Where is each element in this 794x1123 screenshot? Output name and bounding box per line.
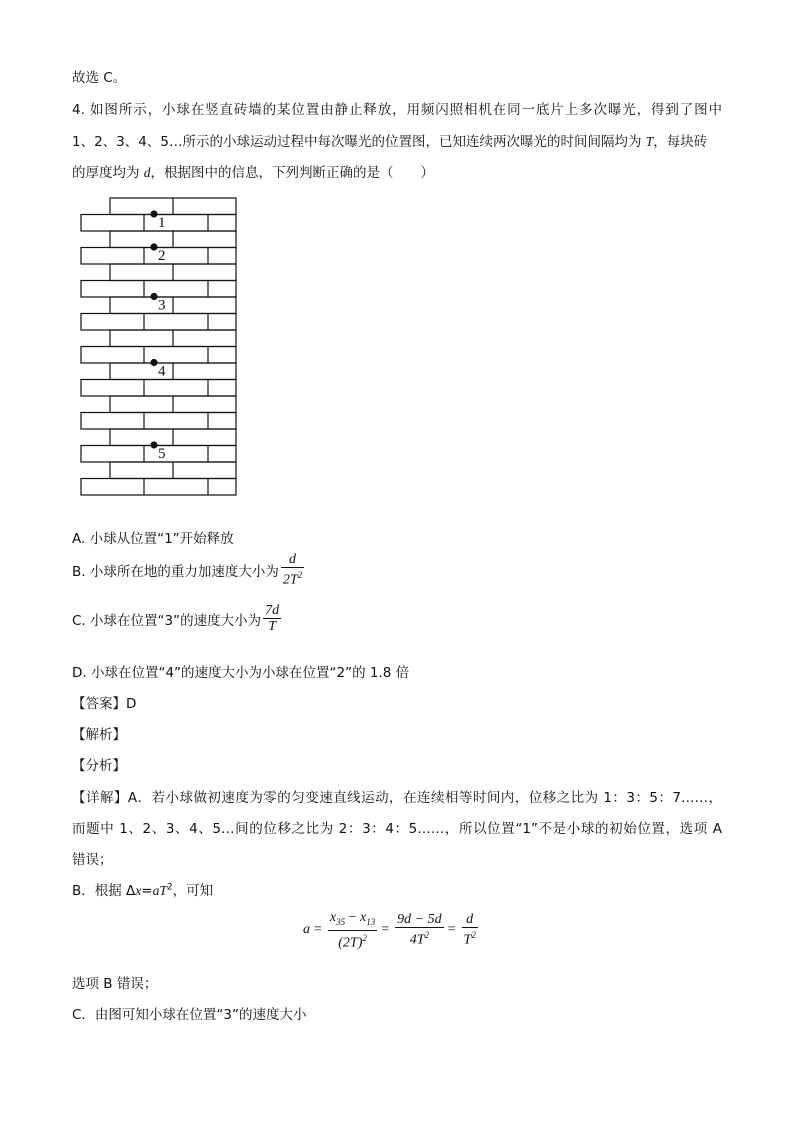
question-line-2a: 1、2、3、4、5…所示的小球运动过程中每次曝光的位置图，已知连续两次曝光的时间间隔均为 bbox=[72, 134, 646, 150]
formula-den-1-base: (2T) bbox=[338, 935, 363, 951]
acceleration-formula: a = $\frac{x_{35} - x_{13}}{(2T)^2}$ = $\frac{9d - 5d}{4T^2}$ = $\frac{d}{T^2}$ bbox=[303, 910, 476, 951]
formula-den-3-sup: 2 bbox=[471, 930, 476, 941]
ball-position-1 bbox=[150, 210, 157, 217]
formula-x13: x bbox=[360, 910, 367, 925]
formula-den-1-sup: 2 bbox=[362, 932, 367, 943]
formula-den-1 bbox=[336, 931, 369, 951]
question-line-2 bbox=[72, 130, 707, 150]
formula-num-2: 9d − 5d bbox=[397, 912, 442, 928]
formula-num-3: d bbox=[466, 912, 474, 928]
brick-wall-figure bbox=[80, 196, 240, 500]
option-c-text: C. 小球在位置“3”的速度大小为 bbox=[72, 612, 262, 629]
detail-line-1: 【详解】A．若小球做初速度为零的匀变速直线运动，在连续相等时间内，位移之比为 1：3：5：7……， bbox=[72, 790, 722, 806]
position-label-4: 4 bbox=[158, 363, 166, 380]
option-c-denominator: T bbox=[268, 619, 276, 634]
detail-eq: = bbox=[141, 883, 153, 899]
formula-minus: − bbox=[345, 910, 361, 925]
detail-aT: aT bbox=[152, 883, 167, 898]
question-T: T bbox=[645, 134, 654, 149]
brick-row bbox=[81, 347, 236, 364]
previous-answer: 故选 C。 bbox=[72, 70, 127, 86]
question-line-3b: ，根据图中的信息，下列判断正确的是（ ） bbox=[150, 165, 435, 181]
option-b-numerator: d bbox=[288, 552, 296, 567]
analysis-heading: 【解析】 bbox=[72, 727, 126, 743]
option-c-numerator: 7d bbox=[265, 603, 280, 618]
option-c-fraction bbox=[263, 603, 281, 634]
fenxi-heading: 【分析】 bbox=[72, 758, 126, 774]
question-line-3a: 的厚度均为 bbox=[72, 165, 144, 181]
brick-row bbox=[81, 380, 236, 397]
brick-row bbox=[81, 281, 236, 298]
position-label-2: 2 bbox=[158, 248, 166, 264]
option-d: D. 小球在位置“4”的速度大小为小球在位置“2”的 1.8 倍 bbox=[72, 665, 410, 681]
position-label-1: 1 bbox=[158, 215, 166, 231]
option-b-fraction bbox=[281, 552, 304, 588]
option-b-text: B. 小球所在地的重力加速度大小为 bbox=[72, 563, 279, 580]
formula-fraction-1 bbox=[328, 910, 377, 950]
formula-den-2-base: 4T bbox=[409, 933, 425, 949]
formula-den-3 bbox=[462, 928, 478, 948]
formula-fraction-3 bbox=[462, 912, 478, 948]
question-line-1: 4. 如图所示，小球在竖直砖墙的某位置由静止释放，用频闪照相机在同一底片上多次曝光，得到了图中 bbox=[72, 102, 722, 118]
ball-position-4 bbox=[150, 359, 157, 366]
question-d: d bbox=[143, 165, 151, 180]
question-line-2b: ，每块砖 bbox=[653, 134, 708, 150]
option-a: A. 小球从位置“1”开始释放 bbox=[72, 531, 234, 547]
formula-den-2-sup: 2 bbox=[424, 930, 430, 941]
brick-row bbox=[81, 314, 236, 331]
ball-position-5 bbox=[150, 441, 157, 448]
detail-dx: x bbox=[135, 883, 142, 898]
detail-line-4 bbox=[72, 879, 213, 899]
brick-row bbox=[81, 413, 236, 430]
ball-position-3 bbox=[150, 293, 157, 300]
formula-sub35: 35 bbox=[336, 916, 346, 927]
option-b-den-base: 2T bbox=[282, 572, 298, 588]
option-b-denominator bbox=[281, 568, 304, 588]
formula-fraction-2 bbox=[395, 912, 443, 948]
detail-line-3: 错误； bbox=[72, 852, 113, 868]
ball-position-2 bbox=[150, 243, 157, 250]
option-b bbox=[72, 552, 304, 588]
position-label-5: 5 bbox=[158, 446, 166, 462]
formula-a: a bbox=[303, 922, 310, 938]
formula-den-3-base: T bbox=[463, 933, 472, 949]
answer-label: 【答案】D bbox=[72, 696, 137, 712]
question-line-3 bbox=[72, 161, 434, 181]
formula-num-1 bbox=[328, 910, 377, 930]
position-label-3: 3 bbox=[158, 297, 166, 314]
formula-x35: x bbox=[329, 910, 337, 925]
option-c bbox=[72, 603, 281, 634]
detail-line-6: C．由图可知小球在位置“3”的速度大小 bbox=[72, 1007, 307, 1023]
option-b-den-sup: 2 bbox=[297, 570, 303, 580]
brick-row bbox=[81, 479, 236, 496]
formula-den-2 bbox=[408, 928, 431, 948]
detail-line-4a: B．根据 Δ bbox=[72, 883, 136, 899]
detail-line-4b: ，可知 bbox=[172, 883, 214, 899]
detail-line-2: 而题中 1、2、3、4、5…间的位移之比为 2：3：4：5……，所以位置“1”不是小球的初始位置，选项 A bbox=[72, 821, 722, 837]
detail-line-5: 选项 B 错误； bbox=[72, 976, 158, 992]
detail-aT-sup: 2 bbox=[166, 882, 173, 893]
formula-sub13: 13 bbox=[366, 916, 376, 927]
